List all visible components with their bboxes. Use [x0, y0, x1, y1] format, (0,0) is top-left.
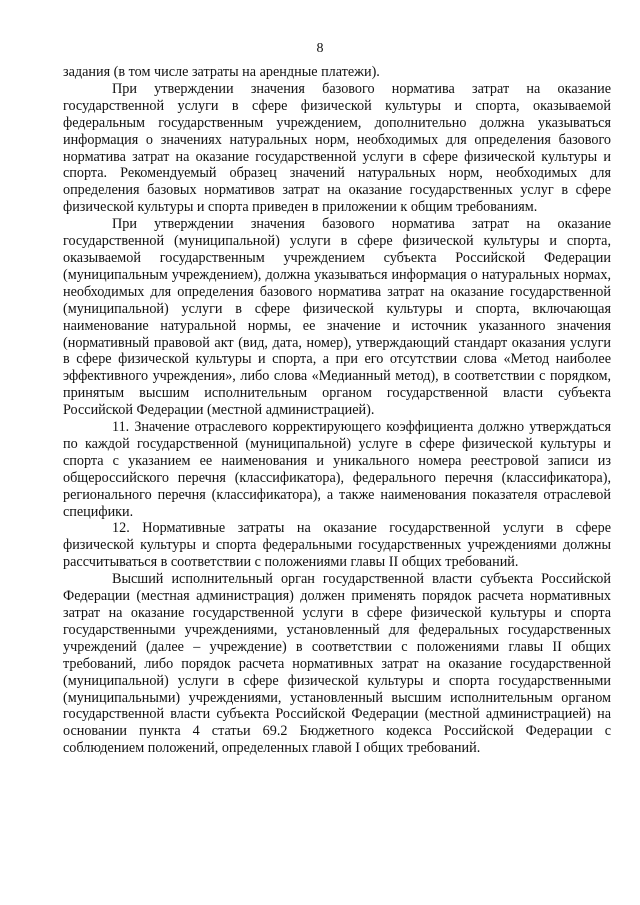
document-body [63, 64, 611, 757]
page-number: 8 [316, 41, 324, 56]
paragraph-continuation: задания (в том числе затраты на арендные платежи). [63, 64, 380, 80]
paragraph-federal-natural-norms: При утверждении значения базового норматива затрат на оказание государственной услуги в сфере физической культуры и спорта, оказываемой федеральным государственным учреждением, дополнительно должна указываться информация о значениях натуральных норм, необходимых для определения базового норматива затрат на оказание государственной услуги в сфере физической культуры и спорта. Рекомендуемый образец значений натуральных норм, необходимых для определения базовых нормативов затрат на оказание государственных услуг в сфере физической культуры и спорта приведен в приложении к общим требованиям. [63, 80, 611, 216]
paragraph-regional-calculation-order: Высший исполнительный орган государственной власти субъекта Российской Федерации (местная администрация) должен применять порядок расчета нормативных затрат на оказание государственной услуги в сфере физической культуры и спорта государственными учреждениями, установленный для федеральных государственных учреждений (далее – учреждение) в соответствии с положениями главы II общих требований, либо порядок расчета нормативных затрат на оказание государственной (муниципальной) услуги в сфере физической культуры и спорта государственными (муниципальными) учреждениями, установленный высшим исполнительным органом государственной власти субъекта Российской Федерации (местной администрацией) на основании пункта 4 статьи 69.2 Бюджетного кодекса Российской Федерации с соблюдением положений, определенных главой I общих требований. [63, 571, 611, 757]
paragraph-item-11: 11. Значение отраслевого корректирующего коэффициента должно утверждаться по каждой государственной (муниципальной) услуге в сфере физической культуры и спорта с указанием ее наименования и уникального номера реестровой записи из общероссийского перечня (классификатора), федерального перечня (классификатора), регионального перечня (классификатора), а также наименования показателя отраслевой специфики. [63, 419, 611, 520]
paragraph-regional-natural-norms: При утверждении значения базового норматива затрат на оказание государственной (муниципальной) услуги в сфере физической культуры и спорта, оказываемой государственным учреждением субъекта Российской Федерации (муниципальным учреждением), должна указываться информация о натуральных нормах, необходимых для определения базового норматива затрат на оказание государственной (муниципальной) услуги в сфере физической культуры и спорта, включающая наименование натуральной нормы, ее значение и источник указанного значения (нормативный правовой акт (вид, дата, номер), утверждающий стандарт оказания услуги в сфере физической культуры и спорта, а при его отсутствии слова «Метод наиболее эффективного учреждения», либо слова «Медианный метод), в соответствии с порядком, принятым высшим исполнительным органом государственной власти субъекта Российской Федерации (местной администрацией). [63, 216, 611, 419]
paragraph-item-12: 12. Нормативные затраты на оказание государственной услуги в сфере физической культуры и спорта федеральными государственных учреждениями должны рассчитываться в соответствии с положениями главы II общих требований. [63, 520, 611, 571]
